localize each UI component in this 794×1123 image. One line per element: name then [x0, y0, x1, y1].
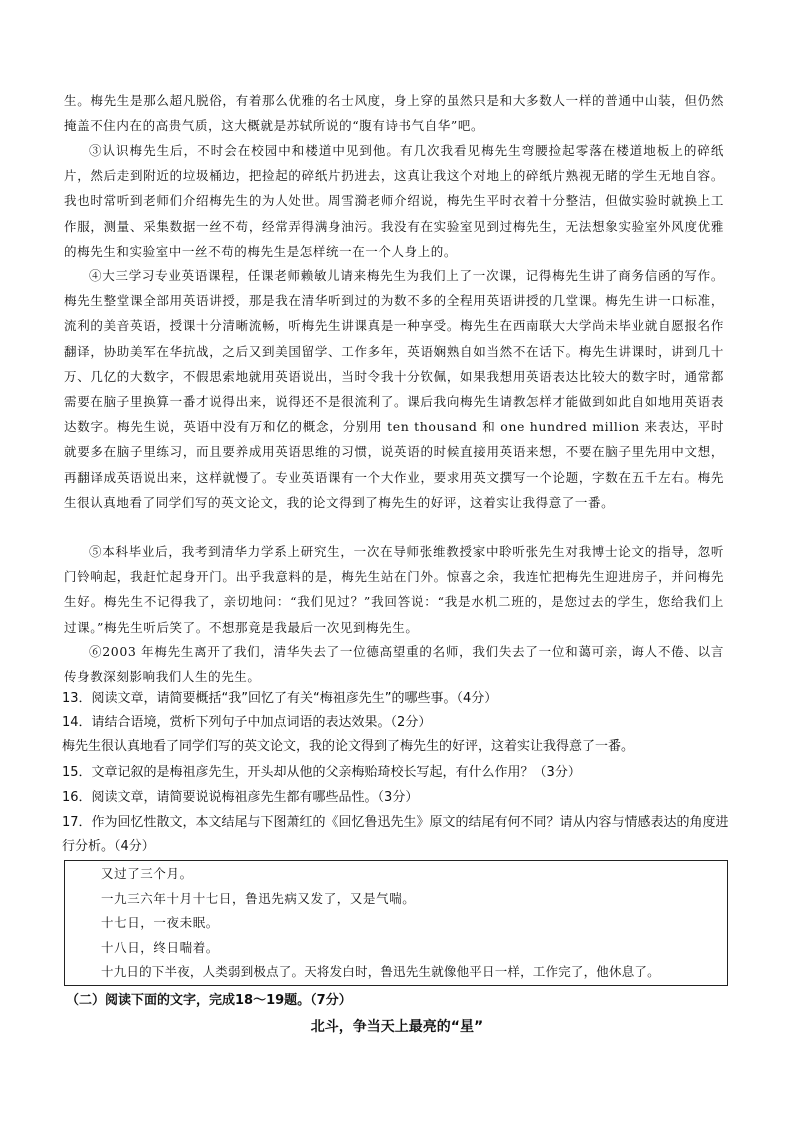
- question-13: 13．阅读文章，请简要概括“我”回忆了有关“梅祖彦先生”的哪些事。（4分）: [62, 691, 498, 706]
- question-14: 14．请结合语境，赏析下列句子中加点词语的表达效果。（2分）: [62, 715, 432, 730]
- question-17: 17．作为回忆性散文，本文结尾与下图萧红的《回忆鲁迅先生》原文的结尾有何不同？请从内容与情感表达的角度进行分析。（4分）: [62, 815, 729, 854]
- passage-paragraph-4: ④大三学习专业英语课程，任课老师赖敏儿请来梅先生为我们上了一次课，记得梅先生讲了商务信函的写作。梅先生整堂课全部用英语讲授，那是我在清华听到过的为数不多的全程用英语讲授的几堂课。梅先生讲一口标准，流利的美音英语，授课十分清晰流畅，听梅先生讲课真是一种享受。梅先生在西南联大大学尚未毕业就自愿报名作翻译，协助美军在华抗战，之后又到美国留学、工作多年，英语娴熟自如当然不在话下。梅先生讲课时，讲到几十万、几亿的大数字，不假思索地就用英语说出，当时令我十分钦佩，如果我想用英语表达比较大的数字时，通常都需要在脑子里换算一番才说得出来，说得还不是很流利了。课后我向梅先生请教怎样才能做到如此自如地用英语表达数字。梅先生说，英语中没有万和亿的概念，分别用 ten thousand 和 one hundred million 来表达，平时就要多在脑子里练习，而且要养成用英语思维的习惯，说英语的时候直接用英语来想，不要在脑子里先用中文想，再翻译成英语说出来，这样就慢了。专业英语课有一个大作业，要求用英文撰写一个论题，字数在五千左右。梅先生很认真地看了同学们写的英文论文，我的论文得到了梅先生的好评，这着实让我得意了一番。: [64, 268, 724, 510]
- passage-paragraph-3: ③认识梅先生后，不时会在校园中和楼道中见到他。有几次我看见梅先生弯腰捡起零落在楼道地板上的碎纸片，然后走到附近的垃圾桶边，把捡起的碎纸片扔进去，这真让我这个对地上的碎纸片熟视无睹的学生无地自容。我也时常听到老师们介绍梅先生的为人处世。周雪漪老师介绍说，梅先生平时衣着十分整洁，但做实验时就换上工作服，测量、采集数据一丝不苟，经常弄得满身油污。我没有在实验室见到过梅先生，无法想象实验室外风度优雅的梅先生和实验室中一丝不苟的梅先生是怎样统一在一个人身上的。: [64, 143, 724, 259]
- excerpt-line: 又过了三个月。: [101, 866, 193, 881]
- question-14-sentence: 梅先生很认真地看了同学们写的英文论文，我的论文得到了梅先生的好评，这着实让我得意了一番。: [62, 739, 635, 754]
- passage-paragraph-continued: 生。梅先生是那么超凡脱俗，有着那么优雅的名士风度，身上穿的虽然只是和大多数人一样的普通中山装，但仍然掩盖不住内在的高贵气质，这大概就是苏轼所说的“腹有诗书气自华”吧。: [64, 93, 724, 134]
- question-16: 16．阅读文章，请简要说说梅祖彦先生都有哪些品性。（3分）: [62, 790, 419, 805]
- passage-paragraph-5: ⑤本科毕业后，我考到清华力学系上研究生，一次在导师张维教授家中聆听张先生对我博士论文的指导，忽听门铃响起，我赶忙起身开门。出乎我意料的是，梅先生站在门外。惊喜之余，我连忙把梅先生迎进房子，并问梅先生好。梅先生不记得我了，亲切地问：“我们见过？”我回答说：“我是水机二班的，是您过去的学生，您给我们上过课。”梅先生听后笑了。不想那竟是我最后一次见到梅先生。: [64, 544, 724, 635]
- excerpt-line: 一九三六年十月十七日，鲁迅先病又发了，又是气喘。: [101, 891, 416, 906]
- excerpt-box: [64, 860, 728, 986]
- question-15: 15．文章记叙的是梅祖彦先生，开头却从他的父亲梅贻琦校长写起，有什么作用？（3分）: [62, 765, 581, 780]
- excerpt-line: 十八日，终日喘着。: [101, 940, 219, 955]
- section-heading: （二）阅读下面的文字，完成18～19题。（7分）: [66, 993, 352, 1008]
- excerpt-line: 十九日的下半夜，人类弱到极点了。天将发白时，鲁迅先生就像他平日一样，工作完了，他休息了。: [101, 964, 660, 979]
- excerpt-line: 十七日，一夜未眠。: [101, 915, 219, 930]
- passage-paragraph-6: ⑥2003 年梅先生离开了我们，清华失去了一位德高望重的名师，我们失去了一位和蔼可亲，诲人不倦、以言传身教深刻影响我们人生的先生。: [64, 644, 724, 685]
- article-title: 北斗，争当天上最亮的“星”: [310, 1019, 484, 1035]
